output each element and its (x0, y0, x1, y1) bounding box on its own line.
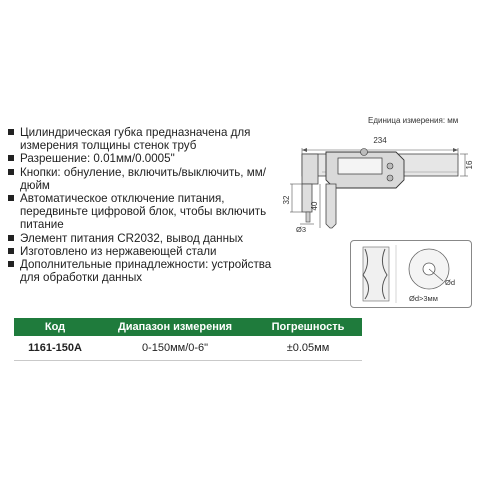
feature-item: Кнопки: обнуление, включить/выключить, мм/дюйм (6, 166, 281, 192)
feature-item: Изготовлено из нержавеющей стали (6, 245, 281, 258)
jaw-inner-dimension (282, 184, 302, 212)
unit-note: Единица измерения: мм (368, 116, 459, 125)
spec-table (14, 318, 362, 361)
column-header-range: Диапазон измерения (96, 318, 254, 336)
cell-range: 0-150мм/0-6" (96, 336, 254, 361)
fixed-head (302, 154, 318, 184)
caliper-drawing (282, 128, 492, 232)
length-dimension-label: 234 (373, 136, 387, 145)
table-row (14, 336, 362, 361)
diameter-label: Ø3 (296, 225, 307, 232)
height-dimension (460, 154, 474, 176)
zero-button (361, 149, 368, 156)
unit-button (387, 175, 393, 181)
detail-view (350, 240, 472, 308)
pipe-jaw-illustration (363, 247, 389, 301)
jaw-outer-label: 40 (310, 201, 319, 211)
feature-item: Автоматическое отключение питания, передвиньте цифровой блок, чтобы включить питание (6, 192, 281, 232)
diameter-illustration (409, 249, 449, 289)
column-header-accuracy: Погрешность (254, 318, 362, 336)
feature-item: Элемент питания CR2032, вывод данных (6, 232, 281, 245)
column-header-code: Код (14, 318, 96, 336)
jaw-inner-label: 32 (282, 195, 291, 205)
feature-list (6, 126, 281, 284)
detail-condition-label: Ød>3мм (409, 294, 438, 303)
moving-jaw (326, 184, 336, 228)
table-header-row (14, 318, 362, 336)
feature-item: Цилиндрическая губка предназначена для измерения толщины стенок труб (6, 126, 281, 152)
diameter-dimension (296, 224, 314, 232)
power-button (387, 163, 393, 169)
cylinder-tip (306, 212, 310, 222)
height-dimension-label: 16 (465, 160, 474, 170)
display-screen (338, 158, 382, 174)
cell-code: 1161-150A (14, 336, 96, 361)
detail-diameter-label: Ød (445, 278, 456, 287)
cell-accuracy: ±0.05мм (254, 336, 362, 361)
feature-item: Разрешение: 0.01мм/0.0005" (6, 152, 281, 165)
feature-item: Дополнительные принадлежности: устройства для обработки данных (6, 258, 281, 284)
